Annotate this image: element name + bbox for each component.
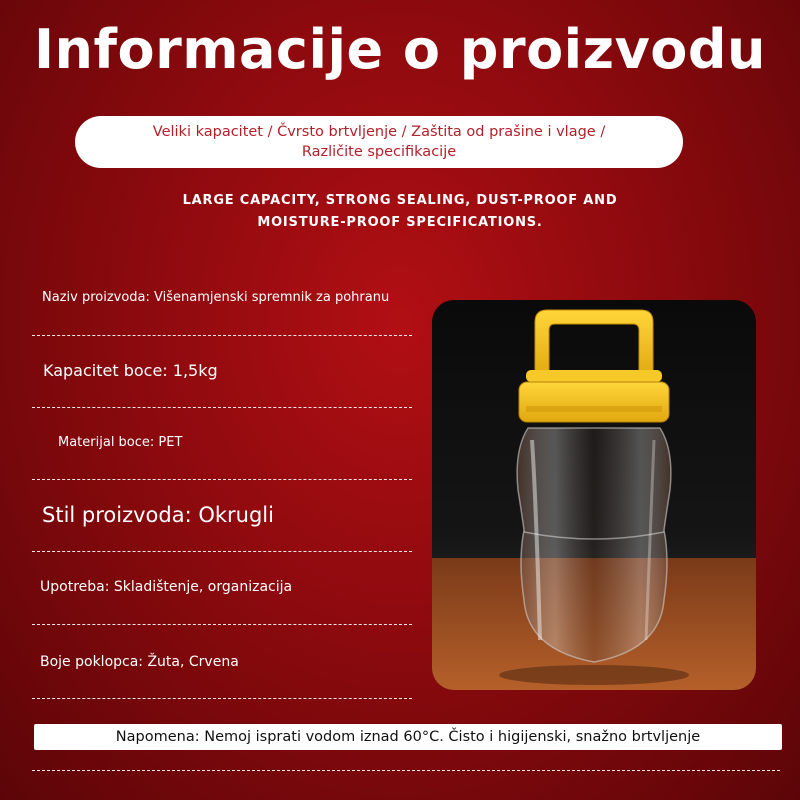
care-note: Napomena: Nemoj isprati vodom iznad 60°C. Čisto i higijenski, snažno brtvljenje: [115, 729, 701, 745]
features-line-1: Veliki kapacitet / Čvrsto brtvljenje / Zaštita od prašine i vlage /: [152, 124, 606, 140]
english-tagline-line-2: MOISTURE-PROOF SPECIFICATIONS.: [257, 215, 543, 230]
bottom-divider: [32, 770, 780, 771]
spec-lid-colors: Boje poklopca: Žuta, Crvena: [40, 654, 239, 670]
spec-row-style: [32, 495, 412, 552]
features-banner: [75, 116, 683, 168]
spec-row-usage: [32, 570, 412, 625]
english-tagline-line-1: LARGE CAPACITY, STRONG SEALING, DUST-PROOF AND: [182, 193, 618, 208]
spec-capacity: Kapacitet boce: 1,5kg: [43, 361, 218, 380]
storage-jar-illustration: [432, 300, 756, 690]
features-line-2: Različite specifikacije: [301, 144, 457, 160]
product-photo: [432, 300, 756, 690]
spec-row-name: [32, 280, 412, 336]
spec-usage: Upotreba: Skladištenje, organizacija: [40, 579, 293, 595]
spec-material: Materijal boce: PET: [58, 435, 183, 450]
jar-icon: [517, 310, 671, 662]
page-title: Informacije o proizvodu: [33, 18, 767, 81]
english-tagline: [0, 190, 800, 234]
note-bar: [34, 724, 782, 750]
spec-style: Stil proizvoda: Okrugli: [42, 503, 274, 527]
spec-row-capacity: [32, 350, 412, 408]
spec-row-lid-colors: [32, 644, 412, 699]
spec-row-material: [32, 425, 412, 480]
spec-product-name: Naziv proizvoda: Višenamjenski spremnik za pohranu: [42, 290, 390, 305]
